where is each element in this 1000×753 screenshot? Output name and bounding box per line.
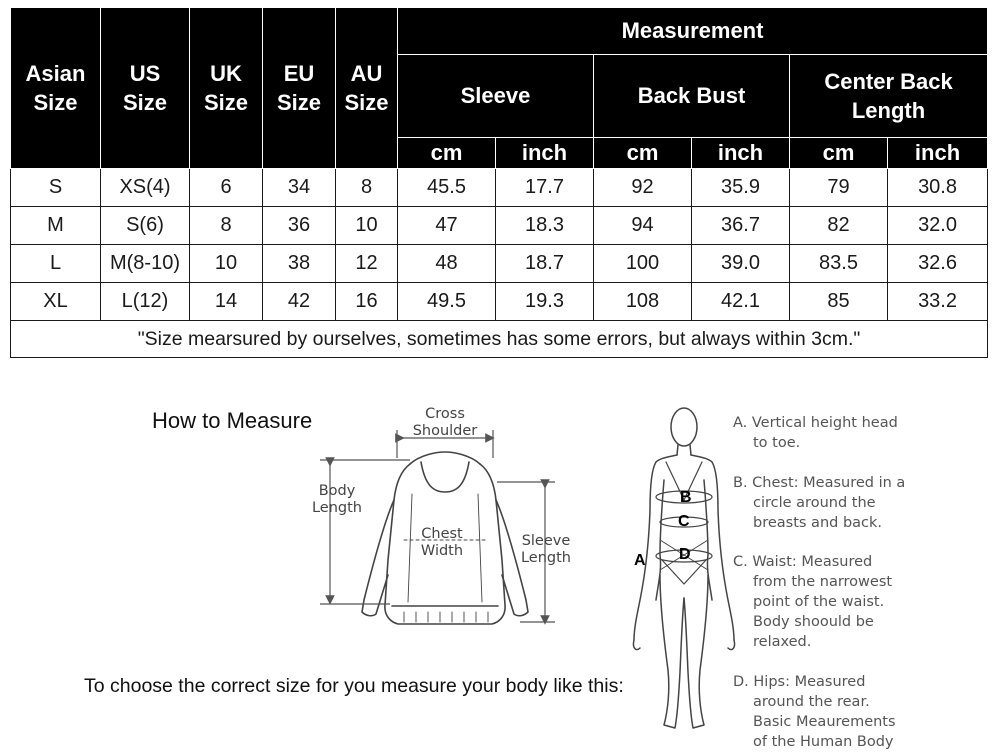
cell-us-size: S(6) [101, 207, 190, 245]
cell-au-size: 8 [336, 169, 398, 207]
cross-shoulder-label: Cross Shoulder [412, 406, 478, 439]
cell-au-size: 12 [336, 245, 398, 283]
cell-length-inch: 30.8 [888, 169, 988, 207]
cell-length-inch: 33.2 [888, 283, 988, 321]
cell-sleeve-cm: 47 [398, 207, 496, 245]
cell-au-size: 16 [336, 283, 398, 321]
human-body-diagram [633, 408, 734, 728]
how-to-measure-title: How to Measure [152, 408, 313, 433]
body-letter-c: C [678, 513, 690, 530]
cell-us-size: L(12) [101, 283, 190, 321]
cell-length-inch: 32.0 [888, 207, 988, 245]
cell-bust-inch: 42.1 [692, 283, 790, 321]
cell-uk-size: 6 [190, 169, 263, 207]
unit-cm: cm [398, 138, 496, 169]
cell-eu-size: 36 [263, 207, 336, 245]
sleeve-length-label: Sleeve Length [520, 533, 571, 566]
cell-length-inch: 32.6 [888, 245, 988, 283]
cell-sleeve-cm: 49.5 [398, 283, 496, 321]
cell-asian-size: XL [11, 283, 101, 321]
unit-inch: inch [496, 138, 594, 169]
cell-bust-cm: 100 [594, 245, 692, 283]
cell-bust-cm: 94 [594, 207, 692, 245]
header-us-size: US Size [101, 8, 190, 169]
cell-bust-cm: 108 [594, 283, 692, 321]
cell-sleeve-inch: 18.3 [496, 207, 594, 245]
unit-inch: inch [692, 138, 790, 169]
cell-sleeve-cm: 45.5 [398, 169, 496, 207]
legend-item-height: A. Vertical height head to toe. [733, 415, 898, 451]
cell-eu-size: 42 [263, 283, 336, 321]
unit-cm: cm [790, 138, 888, 169]
header-sleeve: Sleeve [398, 55, 594, 138]
unit-cm: cm [594, 138, 692, 169]
cell-sleeve-inch: 19.3 [496, 283, 594, 321]
header-eu-size: EU Size [263, 8, 336, 169]
cell-uk-size: 14 [190, 283, 263, 321]
legend-item-waist: C. Waist: Measured from the narrowest point of the waist. Body shoould be relaxed. [733, 554, 893, 650]
legend-item-hips: D. Hips: Measured around the rear. Basic Meaurements of the Human Body [733, 674, 896, 750]
cell-sleeve-inch: 18.7 [496, 245, 594, 283]
cell-length-cm: 82 [790, 207, 888, 245]
cell-asian-size: M [11, 207, 101, 245]
body-length-label: Body Length [311, 483, 362, 516]
body-letter-d: D [679, 546, 691, 563]
cell-sleeve-inch: 17.7 [496, 169, 594, 207]
cell-au-size: 10 [336, 207, 398, 245]
chest-width-label: Chest Width [420, 526, 464, 559]
cell-eu-size: 34 [263, 169, 336, 207]
cell-bust-inch: 35.9 [692, 169, 790, 207]
cell-uk-size: 10 [190, 245, 263, 283]
header-uk-size: UK Size [190, 8, 263, 169]
header-au-size: AU Size [336, 8, 398, 169]
unit-inch: inch [888, 138, 988, 169]
choose-size-instruction: To choose the correct size for you measure your body like this: [84, 675, 624, 697]
measurement-note: "Size mearsured by ourselves, sometimes has some errors, but always within 3cm." [11, 321, 988, 358]
cell-bust-inch: 39.0 [692, 245, 790, 283]
cell-us-size: M(8-10) [101, 245, 190, 283]
header-center-back-length: Center Back Length [790, 55, 988, 138]
cell-eu-size: 38 [263, 245, 336, 283]
cell-length-cm: 83.5 [790, 245, 888, 283]
cell-us-size: XS(4) [101, 169, 190, 207]
body-letter-a: A [634, 552, 646, 569]
cell-sleeve-cm: 48 [398, 245, 496, 283]
body-letter-b: B [680, 489, 692, 506]
header-back-bust: Back Bust [594, 55, 790, 138]
cell-bust-cm: 92 [594, 169, 692, 207]
legend-item-chest: B. Chest: Measured in a circle around the breasts and back. [733, 475, 906, 531]
cell-length-cm: 85 [790, 283, 888, 321]
header-measurement: Measurement [398, 8, 988, 55]
cell-length-cm: 79 [790, 169, 888, 207]
header-asian-size: Asian Size [11, 8, 101, 169]
cell-bust-inch: 36.7 [692, 207, 790, 245]
cell-uk-size: 8 [190, 207, 263, 245]
cell-asian-size: L [11, 245, 101, 283]
cell-asian-size: S [11, 169, 101, 207]
